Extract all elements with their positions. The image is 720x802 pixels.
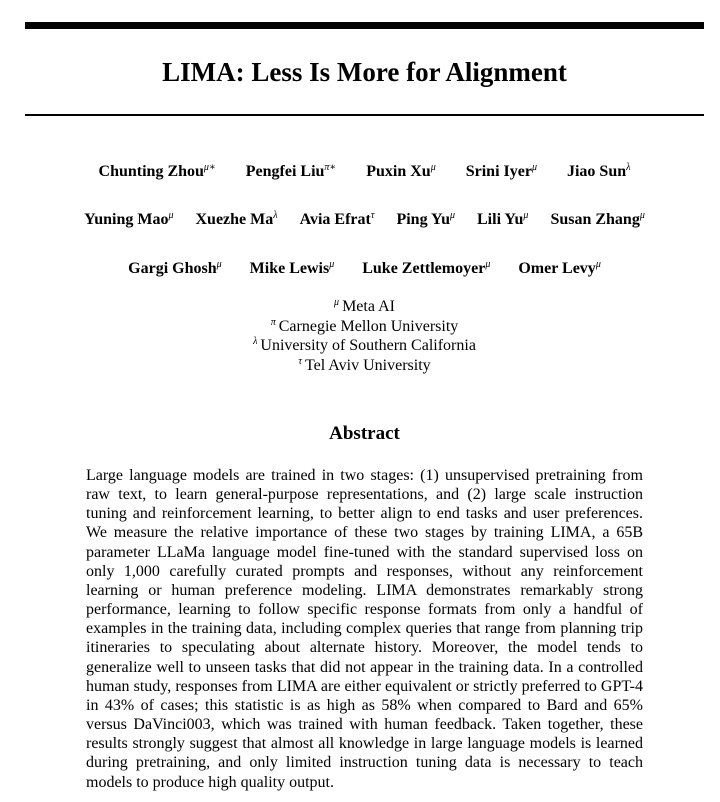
author-name: Ping Yu (396, 211, 450, 228)
author-name: Avia Efrat (299, 211, 371, 228)
author-marks: μ∗ (203, 162, 216, 173)
author-marks: π∗ (324, 162, 337, 173)
author (477, 210, 528, 230)
author (466, 162, 537, 182)
author (366, 162, 436, 182)
author-name: Srini Iyer (465, 163, 532, 180)
affiliation-mark: λ (253, 336, 258, 347)
affiliation (0, 317, 720, 337)
author-name: Pengfei Liu (245, 163, 325, 180)
author-name: Yuning Mao (84, 211, 169, 228)
affiliation-mark: τ (298, 355, 302, 367)
paper-title: LIMA: Less Is More for Alignment (162, 57, 567, 87)
author-name: Jiao Sun (566, 163, 627, 180)
affiliation-name: Tel Aviv University (304, 356, 431, 374)
author (196, 210, 278, 230)
author-name: Puxin Xu (366, 163, 431, 180)
author-marks: μ (430, 162, 436, 173)
author-name: Mike Lewis (249, 260, 330, 277)
author (550, 210, 644, 230)
author-marks: μ (216, 259, 222, 270)
author-marks: μ (531, 162, 537, 173)
title-bottom-rule (25, 114, 704, 116)
author-marks: μ (523, 210, 529, 221)
author (99, 162, 216, 182)
abstract-body: Large language models are trained in two stages: (1) unsupervised pretraining from raw text, to learn general-purpose representations, and (2) large scale instruction tuning and reinforcement learning, to better align to end tasks and user preferences. We measure the relative importance of these two stages by training LIMA, a 65B parameter LLaMa language model fine-tuned with the standard supervised loss on only 1,000 carefully curated prompts and responses, without any reinforcement learning or human preference modeling. LIMA demonstrates remarkably strong performance, learning to follow specific response formats from only a handful of examples in the training data, including complex queries that range from planning trip itineraries to speculating about alternate history. Moreover, the model tends to generalize well to unseen tasks that did not appear in the training data. In a controlled human study, responses from LIMA are either equivalent or strictly preferred to GPT-4 in 43% of cases; this statistic is as high as 58% when compared to Bard and 65% versus DaVinci003, which was trained with human feedback. Taken together, these results strongly suggest that almost all knowledge in large language models is learned during pretraining, and only limited instruction tuning data is necessary to teach models to produce high quality output. (86, 467, 643, 791)
author (300, 210, 375, 230)
author-name: Omer Levy (518, 260, 596, 277)
author-name: Lili Yu (477, 211, 524, 228)
author (250, 259, 335, 279)
affiliation (0, 356, 720, 376)
author (362, 259, 490, 279)
author-row-3 (0, 259, 720, 279)
abstract-heading: Abstract (329, 423, 400, 444)
author (84, 210, 173, 230)
author-name: Xuezhe Ma (195, 211, 274, 228)
author-row-1 (0, 162, 720, 182)
author-name: Chunting Zhou (98, 163, 204, 180)
author (128, 259, 222, 279)
affiliation-name: Carnegie Mellon University (278, 317, 459, 335)
author (518, 259, 601, 279)
affiliation-name: University of Southern California (260, 337, 476, 354)
author (246, 162, 336, 182)
author-marks: μ (595, 259, 601, 270)
author (567, 162, 630, 182)
affiliation-mark: π (270, 316, 276, 328)
affiliations (0, 297, 720, 375)
author (396, 210, 455, 230)
affiliation-name: Meta AI (342, 298, 395, 315)
affiliation (0, 336, 720, 356)
title-top-rule (25, 22, 704, 29)
author-marks: λ (273, 210, 278, 221)
author-row-2 (0, 210, 720, 230)
author-marks: μ (639, 210, 645, 221)
affiliation-mark: μ (334, 297, 340, 308)
author-marks: λ (626, 162, 631, 173)
author-marks: μ (449, 210, 455, 221)
author-marks: τ (370, 210, 375, 221)
author-name: Susan Zhang (550, 211, 640, 228)
author-marks: μ (485, 259, 491, 270)
author-name: Luke Zettlemoyer (362, 260, 486, 277)
author-marks: μ (329, 259, 335, 270)
affiliation (0, 297, 720, 317)
author-marks: μ (168, 210, 174, 221)
author-name: Gargi Ghosh (128, 260, 217, 277)
